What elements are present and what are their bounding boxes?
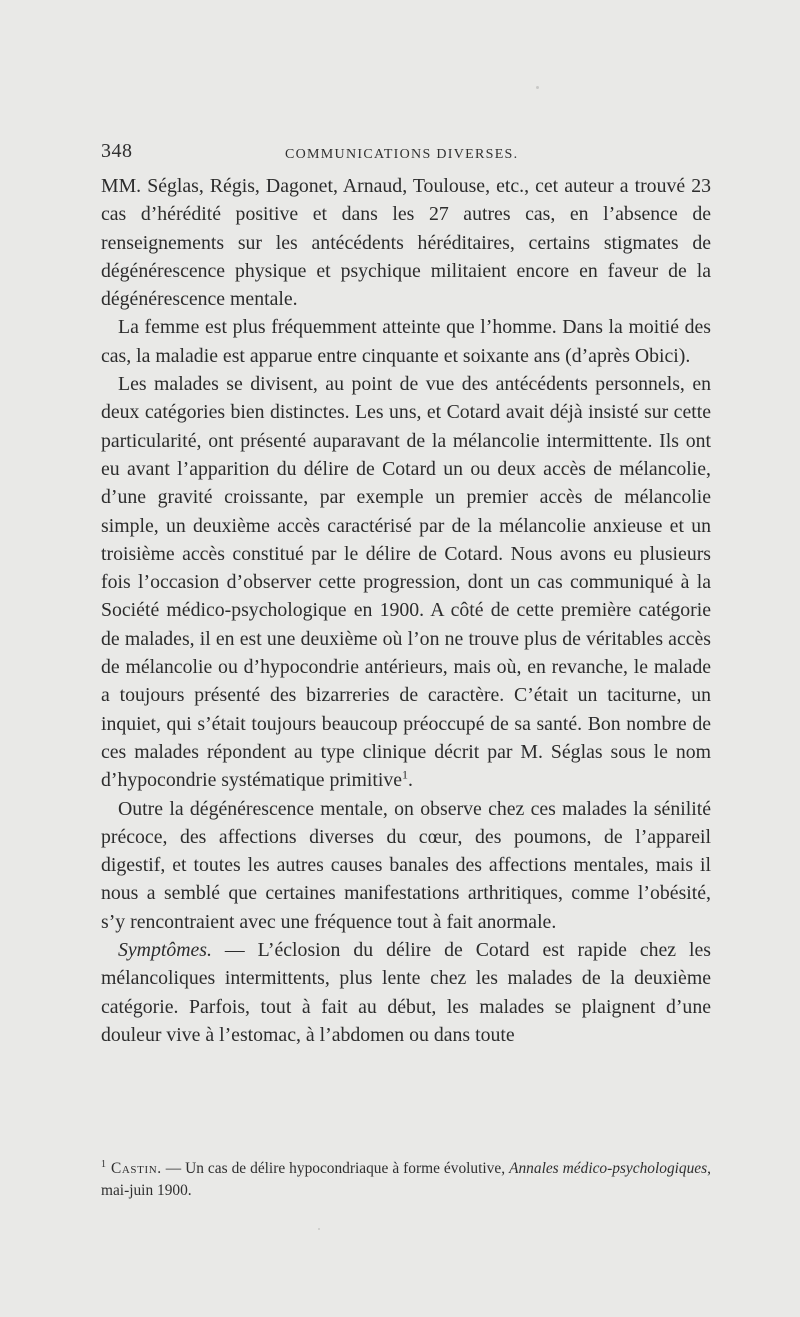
paragraph-4-text: Outre la dégénérescence mentale, on observe chez ces malades la sénilité précoce, des affections diverses du cœur, des poumons, de l’appareil digestif, et toutes les autres causes banales des affections mentales, mais il nous a semblé que certaines manifestations arthritiques, comme l’obésité, s’y rencontraient avec une fréquence tout à fait anormale. xyxy=(101,797,711,933)
page-number: 348 xyxy=(101,140,133,162)
paragraph-2-text: La femme est plus fréquemment atteinte que l’homme. Dans la moitié des cas, la maladie est apparue entre cinquante et soixante ans (d’après Obici). xyxy=(101,316,711,367)
footnote-reference: 1 xyxy=(402,767,409,782)
body-text xyxy=(101,172,711,1049)
paper-speck xyxy=(536,86,539,89)
paragraph-1-text: MM. Séglas, Régis, Dagonet, Arnaud, Toulouse, etc., cet auteur a trouvé 23 cas d’hérédité positive et dans les 27 autres cas, en l’absence de renseignements sur les antécédents héréditaires, certains stigmates de dégénérescence physique et psychique militaient encore en faveur de la dégénérescence mentale. xyxy=(101,175,711,311)
footnote-text-after: , mai-juin 1900. xyxy=(101,1160,711,1199)
footnote-author: Castin. xyxy=(111,1160,162,1177)
section-heading-symptoms: Symptômes. xyxy=(118,939,212,962)
footnote-marker: 1 xyxy=(101,1158,106,1170)
paragraph-5-text: — L’éclosion du délire de Cotard est rapide chez les mélancoliques intermittents, plus lente chez les malades de la deuxième catégorie. Parfois, tout à fait au début, les malades se plaignent d’une douleur vive à l’estomac, à l’abdomen ou dans toute xyxy=(101,939,711,1046)
paragraph-2 xyxy=(101,313,711,370)
paragraph-5 xyxy=(101,936,711,1049)
paragraph-3-text: Les malades se divisent, au point de vue des antécédents personnels, en deux catégories bien distinctes. Les uns, et Cotard avait déjà insisté sur cette particularité, ont présenté auparavant de la mélancolie intermittente. Ils ont eu avant l’apparition du délire de Cotard un ou deux accès de mélancolie, d’une gravité croissante, par exemple un premier accès de mélancolie simple, un deuxième accès caractérisé par de la mélancolie anxieuse et un troisième accès constitué par le délire de Cotard. Nous avons eu plusieurs fois l’occasion d’observer cette progression, dont un cas communiqué à la Société médico-psychologique en 1900. A côté de cette première catégorie de malades, il en est une deuxième où l’on ne trouve plus de véritables accès de mélancolie ou d’hypocondrie antérieurs, mais où, en revanche, le malade a toujours présenté des bizarreries de caractère. C’était un taciturne, un inquiet, qui s’était toujours beaucoup préoccupé de sa santé. Bon nombre de ces malades répondent au type clinique décrit par M. Séglas sous le nom d’hypocondrie systématique primitive xyxy=(101,373,711,792)
running-title: COMMUNICATIONS DIVERSES. xyxy=(285,147,519,162)
paragraph-4 xyxy=(101,795,711,936)
paragraph-3-suffix: . xyxy=(408,769,413,792)
paragraph-3 xyxy=(101,370,711,794)
footnote-text-before: — Un cas de délire hypocondriaque à forme évolutive, xyxy=(161,1160,510,1177)
footnote-journal: Annales médico-psychologiques xyxy=(509,1160,708,1177)
paragraph-1 xyxy=(101,172,711,313)
page-header xyxy=(101,138,711,164)
footnote xyxy=(101,1158,711,1202)
paper-speck xyxy=(318,1228,320,1230)
